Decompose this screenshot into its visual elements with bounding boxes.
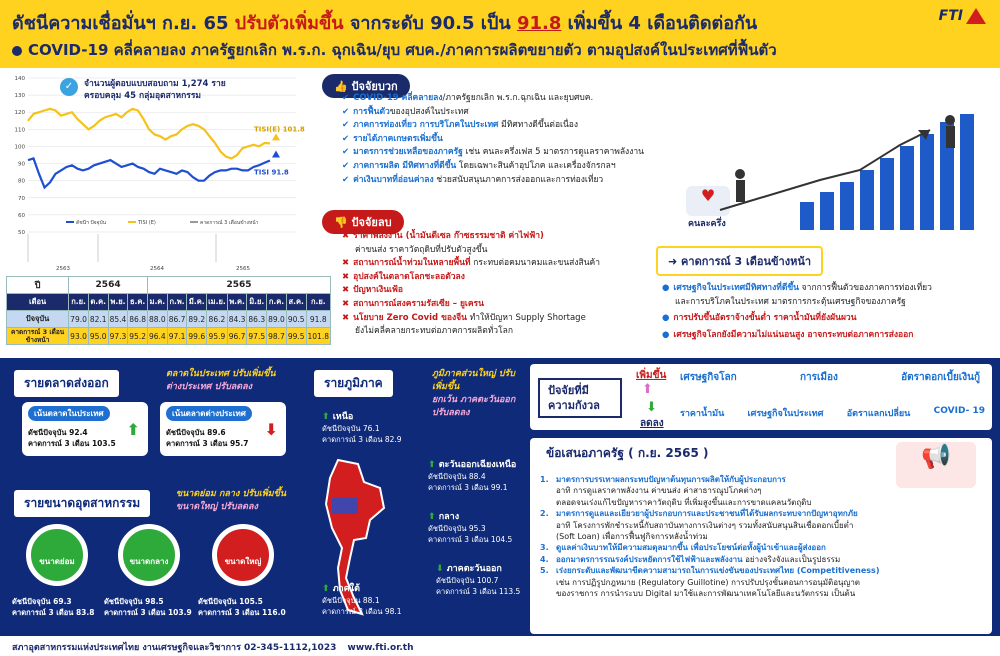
bullet-icon: ✔ (342, 120, 350, 131)
current-cell: 88.0 (147, 311, 167, 328)
month-cell: ก.ย. (306, 294, 330, 311)
proposal-detail: ของราชการ การนำระบบ Digital มาใช้และการพัฒนาเทคโนโลยีและนวัตกรรม เป็นต้น (556, 589, 856, 599)
item-text: โดยเฉพาะสินค้าอุปโภค และเครื่องจักรกลฯ (456, 160, 616, 171)
forecast-cell: 95.2 (128, 328, 148, 345)
region-title: รายภูมิภาค (314, 370, 393, 397)
concern-up-label: เพิ่มขึ้น (636, 370, 667, 381)
page-subtitle: COVID-19 คลี่คลายลง ภาครัฐยกเลิก พ.ร.ก. ฉุกเฉิน/ยุบ ศบค./ภาคการผลิตขยายตัว ตามอุปสงค์ในประเทศที่ฟื้นตัว (12, 38, 777, 62)
region-item: ⬆ ภาคใต้ ดัชนีปัจจุบัน 88.1 คาดการณ์ 3 เดือน 98.1 (322, 584, 402, 616)
forecast-cell: 96.7 (227, 328, 247, 345)
x-group-label: 2564 (150, 266, 164, 272)
list-item (662, 312, 932, 326)
list-item (342, 146, 644, 160)
item-text: จากการฟื้นตัวของภาคการท่องเที่ยว (798, 283, 932, 293)
list-item (342, 257, 600, 271)
half-half-badge: คนละครึ่ง (688, 219, 726, 229)
y-tick-label: 120 (14, 110, 25, 117)
growth-bars-illustration (700, 110, 990, 230)
forecast-cell: 95.0 (88, 328, 108, 345)
forecast-cell: 97.3 (108, 328, 128, 345)
bullet-icon: ✔ (342, 106, 350, 117)
item-text-cont: ยังไม่คลี่คลายกระทบต่อภาคการผลิตทั่วโลก (355, 326, 514, 337)
current-cell: 89.0 (267, 311, 287, 328)
proposal-detail: ตลอดจนเร่งแก้ไขปัญหาราคาวัตถุดิบ ที่เพิ่มสูงขึ้นและการขาดแคลนวัตถุดิบ (556, 497, 812, 507)
item-highlight: การปรับขึ้นอัตราจ้างขั้นต่ำ ราคาน้ำมันที่ยังผันผวน (673, 313, 857, 324)
forecast-cell: 95.9 (207, 328, 228, 345)
list-item (342, 119, 644, 133)
concern-up-item: เศรษฐกิจโลก (680, 372, 737, 383)
forecast-cell: 96.4 (147, 328, 167, 345)
bullet-icon: ✖ (342, 285, 350, 296)
proposal-detail: อาทิ การดูแลราคาพลังงาน ค่าขนส่ง ค่าสาธารณูปโภคต่างๆ (556, 486, 762, 496)
list-item (342, 271, 600, 285)
domestic-market-card: เน้นตลาดในประเทศ ดัชนีปัจจุบัน 92.4 คาดการณ์ 3 เดือน 103.5 ⬆ (22, 402, 148, 456)
series-line-TISI (28, 158, 270, 187)
arrow-up-icon: ⬆ (642, 382, 653, 397)
bullet-icon: ● (662, 329, 670, 340)
item-highlight: COVID-19 คลี่คลายลง (353, 93, 443, 103)
y-tick-label: 90 (18, 161, 25, 168)
item-highlight: รายได้ภาคเกษตรเพิ่มขึ้น (353, 133, 443, 144)
month-cell: มี.ค. (187, 294, 207, 311)
size-values: ดัชนีปัจจุบัน 98.5 คาดการณ์ 3 เดือน 103.9 (104, 597, 192, 617)
export-note: ตลาดในประเทศ ปรับเพิ่มขึ้น ต่างประเทศ ปรับลดลง (166, 369, 276, 392)
proposal-list (540, 474, 986, 599)
proposal-detail: เช่น การปฏิรูปกฎหมาย (Regulatory Guillotine) การปรับปรุงขั้นตอนการอนุมัติอนุญาต (556, 577, 861, 587)
forecast-cell: 97.5 (247, 328, 267, 345)
forecast-cell: 93.0 (69, 328, 89, 345)
bullet-icon: ✖ (342, 231, 350, 241)
proposal-title: ข้อเสนอภาครัฐ ( ก.ย. 2565 ) (546, 446, 709, 460)
positive-factors-list (342, 92, 644, 187)
page-title: ดัชนีความเชื่อมั่นฯ ก.ย. 65 ปรับตัวเพิ่มขึ้น จากระดับ 90.5 เป็น 91.8 เพิ่มขึ้น 4 เดือนติดต่อกัน (12, 13, 758, 34)
list-item (342, 133, 644, 147)
current-cell: 86.2 (207, 311, 228, 328)
size-circle: ขนาดกลาง (118, 524, 180, 586)
y-tick-label: 130 (14, 93, 25, 100)
bullet-icon: ✖ (342, 312, 350, 323)
month-cell: ม.ค. (147, 294, 167, 311)
region-item: ⬆ เหนือ ดัชนีปัจจุบัน 76.1 คาดการณ์ 3 เดือน 82.9 (322, 412, 402, 444)
size-title: รายขนาดอุตสาหกรรม (14, 490, 150, 517)
list-item (342, 230, 600, 244)
current-cell: 82.1 (88, 311, 108, 328)
month-cell: ก.ย. (69, 294, 89, 311)
forecast-cell: 98.7 (267, 328, 287, 345)
item-text: ทำให้ปัญหา Supply Shortage (466, 312, 586, 323)
month-cell: ส.ค. (286, 294, 306, 311)
month-cell: ก.พ. (167, 294, 187, 311)
proposal-item: 5. เร่งยกระดับและพัฒนาขีดความสามารถในการแข่งขันของประเทศไทย (Competitiveness) (540, 566, 880, 576)
month-cell: ต.ค. (88, 294, 108, 311)
concern-title: ปัจจัยที่มีความกังวล (538, 378, 622, 418)
size-values: ดัชนีปัจจุบัน 105.5 คาดการณ์ 3 เดือน 116.0 (198, 597, 286, 617)
proposal-item: 4. ออกมาตรการรณรงค์ประหยัดการใช้ไฟฟ้าและพลังงาน อย่างจริงจังและเป็นรูปธรรม (540, 554, 841, 564)
list-item (342, 106, 644, 120)
current-cell: 79.0 (69, 311, 89, 328)
list-item (662, 282, 932, 296)
bullet-icon: ● (662, 283, 670, 293)
list-item (342, 92, 644, 106)
item-highlight: อุปสงค์ในตลาดโลกชะลอตัวลง (353, 271, 465, 282)
proposal-detail: (Soft Loan) เพื่อการฟื้นฟูกิจการหลังน้ำท่วม (556, 532, 708, 542)
proposal-item: 2. มาตรการดูแลและเยียวยาผู้ประกอบการและประชาชนที่ได้รับผลกระทบจากปัญหาอุทกภัย (540, 509, 858, 519)
list-item (342, 160, 644, 174)
concern-down-item: ราคาน้ำมัน (680, 409, 725, 419)
concern-up-item: การเมือง (799, 372, 838, 383)
month-cell: ก.ค. (267, 294, 287, 311)
forecast-cell: 101.8 (306, 328, 330, 345)
legend-label: คาดการณ์ 3 เดือนข้างหน้า (200, 220, 259, 226)
region-name: ⬆ ภาคใต้ (322, 584, 360, 594)
size-circle: ขนาดย่อม (26, 524, 88, 586)
series-label: TISI(E) 101.8 (254, 125, 305, 134)
region-item: ⬆ ตะวันออกเฉียงเหนือ ดัชนีปัจจุบัน 88.4 คาดการณ์ 3 เดือน 99.1 (428, 460, 517, 492)
concern-down-label: ลดลง (640, 418, 664, 429)
item-highlight: การฟื้นตัว (353, 106, 390, 117)
region-item: ⬆ กลาง ดัชนีปัจจุบัน 95.3 คาดการณ์ 3 เดือน 104.5 (428, 512, 513, 544)
forecast-list (662, 282, 932, 345)
current-cell: 90.5 (286, 311, 306, 328)
y-tick-label: 60 (18, 212, 25, 219)
forecast-cell: 97.1 (167, 328, 187, 345)
y-tick-label: 80 (18, 178, 25, 185)
y-tick-label: 50 (18, 230, 25, 236)
bullet-icon: ● (662, 313, 670, 324)
series-marker (272, 150, 280, 157)
region-item: ⬇ ภาคตะวันออก ดัชนีปัจจุบัน 100.7 คาดการณ์ 3 เดือน 113.5 (436, 564, 521, 596)
item-text: /ภาครัฐยกเลิก พ.ร.ก.ฉุกเฉิน และยุบศบค. (442, 93, 594, 103)
bullet-icon: ✖ (342, 271, 350, 282)
month-cell: เม.ย. (207, 294, 228, 311)
item-text: ของอุปสงค์ในประเทศ (389, 106, 469, 117)
month-cell: มิ.ย. (247, 294, 267, 311)
negative-factors-title: 👎 ปัจจัยลบ (322, 210, 404, 234)
series-label: TISI 91.8 (254, 168, 289, 177)
current-cell: 89.2 (187, 311, 207, 328)
arrow-up-icon: ⬆ (126, 420, 140, 439)
concern-box (530, 364, 992, 430)
export-market-card: เน้นตลาดต่างประเทศ ดัชนีปัจจุบัน 89.6 คาดการณ์ 3 เดือน 95.7 ⬇ (160, 402, 286, 456)
concern-down-item: อัตราแลกเปลี่ยน (846, 409, 911, 419)
arrow-down-icon: ⬇ (646, 400, 657, 415)
region-name: ⬆ กลาง (428, 512, 460, 522)
item-text: เช่น คนละครึ่งเฟส 5 มาตรการดูแลราคาพลังงาน (462, 147, 644, 158)
current-cell: 91.8 (306, 311, 330, 328)
item-text-cont: ค่าขนส่ง ราคาวัตถุดิบที่ปรับตัวสูงขึ้น (355, 244, 488, 255)
item-highlight: เศรษฐกิจโลกยังมีความไม่แน่นอนสูง อาจกระทบต่อภาคการส่งออก (673, 329, 914, 340)
region-name: ⬇ ภาคตะวันออก (436, 564, 502, 574)
proposal-detail: อาทิ โครงการพักชำระหนี้กับสถาบันทางการเงินต่างๆ รวมทั้งสนับสนุนสินเชื่อดอกเบี้ยต่ำ (556, 520, 854, 530)
concern-up-item: อัตราดอกเบี้ยเงินกู้ (901, 372, 980, 383)
y-tick-label: 70 (18, 195, 25, 202)
y-tick-label: 110 (14, 127, 25, 134)
list-item (342, 298, 600, 312)
item-text-cont: และการบริโภคในประเทศ มาตรการกระตุ้นเศรษฐกิจของภาครัฐ (675, 296, 906, 307)
legend-label: ดัชนีฯ ปัจจุบัน (76, 220, 107, 226)
fti-logo: FTI (939, 8, 986, 24)
month-cell: ธ.ค. (128, 294, 148, 311)
proposal-box (530, 438, 992, 634)
x-group-label: 2563 (56, 266, 70, 272)
item-highlight: ราคาพลังงาน (น้ำมันดีเซล ก๊าซธรรมชาติ ค่าไฟฟ้า) (353, 231, 544, 241)
current-cell: 86.8 (128, 311, 148, 328)
item-text: กระทบต่อคมนาคมและขนส่งสินค้า (470, 258, 600, 269)
item-highlight: มาตรการช่วยเหลือของภาครัฐ (353, 147, 463, 158)
item-highlight: ค่าเงินบาทที่อ่อนค่าลง (353, 174, 434, 185)
y-tick-label: 140 (14, 76, 25, 82)
series-line-TISI(E) (28, 109, 270, 159)
arrow-down-icon: ⬇ (264, 420, 278, 439)
bullet-icon: ✔ (342, 147, 350, 158)
size-note: ขนาดย่อม กลาง ปรับเพิ่มขึ้น ขนาดใหญ่ ปรับลดลง (176, 489, 286, 512)
survey-icon: ✓ (60, 78, 78, 96)
concern-down-items (680, 406, 985, 420)
legend-label: TISI (E) (138, 220, 156, 226)
month-cell: พ.ย. (108, 294, 128, 311)
bullet-icon: ✖ (342, 298, 350, 309)
heart-puzzle-icon: ♥ (686, 186, 730, 216)
item-highlight: สถานการณ์น้ำท่วมในหลายพื้นที่ (353, 258, 471, 269)
item-highlight: ปัญหาเงินเฟ้อ (353, 285, 404, 296)
current-cell: 86.3 (247, 311, 267, 328)
list-item (342, 312, 600, 326)
survey-info: จำนวนผู้ตอบแบบสอบถาม 1,274 ราย ครอบคลุม 45 กลุ่มอุตสาหกรรม (84, 79, 226, 101)
forecast-title: ➜ คาดการณ์ 3 เดือนข้างหน้า (656, 246, 823, 276)
y-tick-label: 100 (14, 144, 25, 151)
bullet-icon: ✔ (342, 160, 350, 171)
bullet-icon: ✖ (342, 258, 350, 269)
current-cell: 84.3 (227, 311, 247, 328)
size-circle: ขนาดใหญ่ (212, 524, 274, 586)
concern-down-item: เศรษฐกิจในประเทศ (747, 409, 824, 419)
concern-up-items (680, 370, 980, 385)
forecast-cell: 99.5 (286, 328, 306, 345)
item-highlight: นโยบาย Zero Covid ของจีน (353, 312, 467, 323)
proposal-item: 1. มาตรการบรรเทาผลกระทบปัญหาต้นทุนการผลิตให้กับผู้ประกอบการ (540, 475, 786, 484)
region-note: ภูมิภาคส่วนใหญ่ ปรับเพิ่มขึ้น ยกเว้น ภาคตะวันออก ปรับลดลง (432, 369, 516, 418)
series-marker (272, 133, 280, 140)
list-item (662, 329, 932, 343)
megaphone-icon: 📢 (896, 442, 976, 488)
forecast-cell: 99.6 (187, 328, 207, 345)
item-highlight: ภาคการท่องเที่ยว การบริโภคในประเทศ (353, 120, 499, 131)
item-highlight: สถานการณ์สงครามรัสเซีย – ยูเครน (353, 298, 484, 309)
list-item (342, 174, 644, 188)
region-name: ⬆ เหนือ (322, 412, 354, 422)
bullet-icon: ✔ (342, 133, 350, 144)
size-values: ดัชนีปัจจุบัน 69.3 คาดการณ์ 3 เดือน 83.8 (12, 597, 95, 617)
x-group-label: 2565 (236, 266, 250, 272)
footer: สภาอุตสาหกรรมแห่งประเทศไทย งานเศรษฐกิจและวิชาการ 02-345-1112,1023 www.fti.or.th (0, 636, 1000, 656)
concern-down-item: COVID- 19 (933, 406, 985, 416)
item-highlight: ภาคการผลิต มีทิศทางที่ดีขึ้น (353, 160, 457, 171)
current-cell: 85.4 (108, 311, 128, 328)
negative-factors-list (342, 230, 600, 339)
item-highlight: เศรษฐกิจในประเทศมีทิศทางที่ดีขึ้น (673, 283, 799, 293)
bullet-icon: ✔ (342, 93, 350, 103)
positive-factors-title: 👍 ปัจจัยบวก (322, 74, 410, 98)
bullet-icon: ✔ (342, 174, 350, 185)
index-table: ปี 2564 2565 เดือน ก.ย. ต.ค. พ.ย. ธ.ค. ม.ค. ก.พ. มี.ค. เม.ย. พ.ค. มิ.ย. ก.ค. ส.ค. ก.ย. ปัจจุบัน 79.0 82.1 85.4 86.8 88.0 86.7 89.2 86.2 84.3 86.3 89.0 90.5 91.8 คาดการณ์ 3 เดือนข้างหน้า 93.0 95.0 97.3 95.2 96.4 97.1 99.6 95.9 96.7 97.5 98.7 99.5 101.8 (6, 276, 331, 345)
item-text: ช่วยสนับสนุนภาคการส่งออกและการท่องเที่ยว (433, 174, 604, 185)
proposal-item: 3. ดูแลค่าเงินบาทให้มีความสมดุลมากขึ้น เพื่อประโยชน์ต่อทั้งผู้นำเข้าและผู้ส่งออก (540, 543, 826, 553)
current-cell: 86.7 (167, 311, 187, 328)
month-cell: พ.ค. (227, 294, 247, 311)
region-name: ⬆ ตะวันออกเฉียงเหนือ (428, 460, 517, 470)
export-title: รายตลาดส่งออก (14, 370, 119, 397)
item-text: มีทิศทางดีขึ้นต่อเนื่อง (498, 120, 579, 131)
list-item (342, 284, 600, 298)
